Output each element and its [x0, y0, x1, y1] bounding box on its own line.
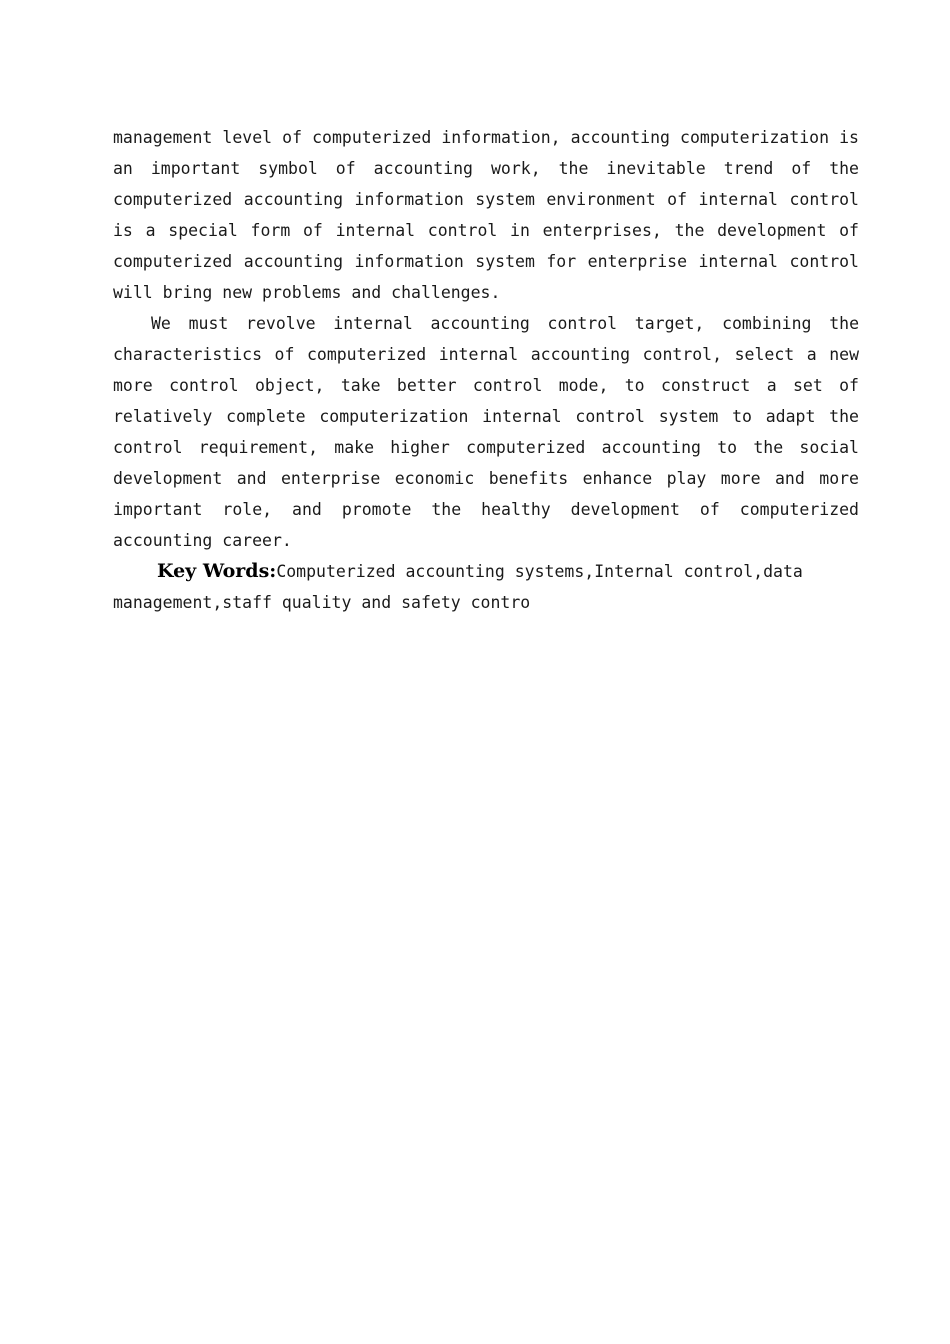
- abstract-paragraph-2: We must revolve internal accounting control target, combining the characteristics of computerized internal accounting control, select a new more control object, take better control mode, to construct a set of relatively complete computerization internal control system to adapt the control requirement, make higher computerized accounting to the social development and enterprise economic benefits enhance play more and more important role, and promote the healthy development of computerized accounting career.: [113, 314, 859, 550]
- keywords-line: [113, 556, 859, 618]
- keywords-text: Computerized accounting systems,Internal control,data management,staff quality and safety contro: [113, 562, 803, 612]
- keywords-label: Key Words:: [157, 560, 277, 582]
- abstract-body: [113, 122, 859, 618]
- abstract-paragraph-1: management level of computerized information, accounting computerization is an important symbol of accounting work, the inevitable trend of the computerized accounting information system environment of internal control is a special form of internal control in enterprises, the development of computerized accounting information system for enterprise internal control will bring new problems and challenges.: [113, 128, 859, 302]
